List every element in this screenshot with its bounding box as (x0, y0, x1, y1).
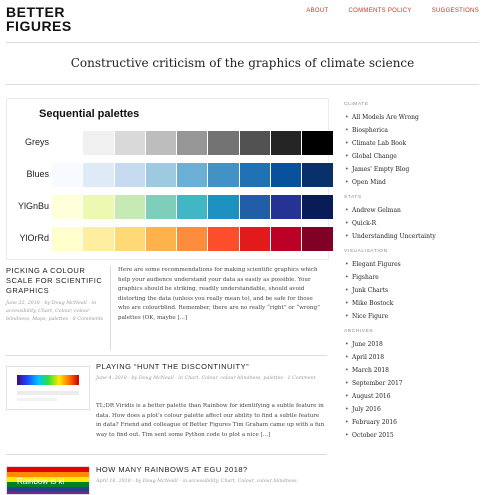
palette-label: YlGnBu (17, 201, 49, 211)
sidebar-heading: VISUALISATION (344, 249, 388, 254)
palette-swatches (52, 163, 334, 187)
sidebar-link[interactable]: • Elegant Figures (344, 258, 480, 271)
palette-swatch (271, 195, 301, 219)
palette-swatch (302, 131, 332, 155)
palette-swatch (177, 131, 207, 155)
palette-swatch (115, 195, 145, 219)
logo-line-1: BETTER (6, 4, 65, 20)
post-title[interactable]: HOW MANY RAINBOWS AT EGU 2018? (96, 465, 248, 474)
palette-swatches (52, 227, 334, 251)
nav-suggestions[interactable]: SUGGESTIONS (431, 8, 479, 14)
post-title[interactable]: PICKING A COLOUR SCALE FOR SCIENTIFIC GRAPHICS (6, 266, 103, 295)
sidebar-section-stats (344, 195, 480, 243)
palette-label: Blues (26, 169, 49, 179)
palette-swatch (208, 163, 238, 187)
sidebar-link[interactable]: • Open Mind (344, 176, 480, 189)
palette-swatch (52, 195, 82, 219)
site-tagline: Constructive criticism of the graphics of climate science (70, 56, 415, 70)
nav-about[interactable]: ABOUT (306, 8, 329, 14)
sidebar-link[interactable]: • Biospherica (344, 124, 480, 137)
post-meta: June 22, 2018 - by Doug McNeall - in accessibility, Chart, Colour, colour blindness, Maps, palettes - 8 Comments (6, 301, 104, 322)
palette-swatch (208, 195, 238, 219)
palette-label: Greys (24, 137, 49, 147)
palette-swatch (146, 163, 176, 187)
logo-line-2: FIGURES (6, 18, 72, 34)
rainbow-flag-image (7, 467, 89, 494)
sidebar-link[interactable]: • March 2018 (344, 364, 480, 377)
post-meta: June 4, 2018 - by Doug McNeall - in Chart, Colour, colour blindness, palettes - 1 Comment (96, 376, 316, 381)
palette-swatch (52, 163, 82, 187)
palette-swatch (177, 195, 207, 219)
post-3-thumbnail[interactable] (6, 466, 90, 495)
sidebar-link[interactable]: • Understanding Uncertainty (344, 230, 480, 243)
sidebar-link[interactable]: • Andrew Gelman (344, 204, 480, 217)
palette-swatch (52, 227, 82, 251)
tagline-divider (6, 84, 479, 85)
palette-swatch (208, 227, 238, 251)
sidebar-link[interactable]: • Climate Lab Book (344, 137, 480, 150)
sidebar-section-climate (344, 102, 480, 189)
site-header (0, 0, 485, 42)
palette-swatch (271, 163, 301, 187)
palette-swatch (115, 227, 145, 251)
palette-swatch (52, 131, 82, 155)
sidebar (344, 96, 480, 448)
featured-image-sequential-palettes[interactable] (6, 98, 329, 260)
post-1-header (6, 266, 106, 324)
palette-swatch (240, 195, 270, 219)
post-2 (96, 362, 326, 383)
palette-swatch (177, 163, 207, 187)
palette-swatch (302, 163, 332, 187)
palette-swatch (115, 131, 145, 155)
palette-swatch (83, 195, 113, 219)
sidebar-link[interactable]: • James' Empty Blog (344, 163, 480, 176)
post-meta: April 16, 2018 - by Doug McNeall - in accessibility, Chart, Colour, colour blindness, (96, 479, 299, 484)
nav-comments-policy[interactable]: COMMENTS POLICY (348, 8, 412, 14)
palette-swatch (240, 131, 270, 155)
post-1-excerpt: Here are some recommendations for making scientific graphics which help your audience understand your data as easily as possible. Your graphics should be striking, readily understandable, should avoid distorting the data (unless you really mean to), and be safe for those who are colourblind. Remember, there are no really “right” or “wrong” palettes (OK, maybe [...] (118, 267, 320, 321)
palette-swatch (302, 195, 332, 219)
sidebar-link[interactable]: • July 2016 (344, 403, 480, 416)
palette-swatch (83, 227, 113, 251)
post-excerpt: TL;DR Viridis is a better palette than Rainbow for identifying a subtle feature in data. How does a plot’s colour palette affect our ability to find a subtle feature in data? Friend and colleague of Better Figures Tim Graham came up with a fun way to find out. Tim sent some Python code to plot a nice [...] (96, 403, 325, 438)
post-divider-1 (6, 355, 327, 356)
sidebar-section-archives (344, 329, 480, 442)
palette-label: YlOrRd (19, 233, 49, 243)
thumb-caption: Rainbow is ki (17, 477, 65, 486)
sidebar-heading: ARCHIVES (344, 329, 374, 334)
site-logo[interactable] (6, 5, 72, 33)
sidebar-link[interactable]: • Global Change (344, 150, 480, 163)
post-2-excerpt (96, 402, 326, 440)
palette-swatch (240, 163, 270, 187)
sidebar-link[interactable]: • February 2016 (344, 416, 480, 429)
sidebar-link[interactable]: • September 2017 (344, 377, 480, 390)
palette-swatch (240, 227, 270, 251)
sidebar-link[interactable]: • All Models Are Wrong (344, 111, 480, 124)
sidebar-link[interactable]: • Junk Charts (344, 284, 480, 297)
sidebar-link[interactable]: • October 2015 (344, 429, 480, 442)
post-2-thumbnail[interactable] (6, 366, 90, 410)
header-divider (6, 42, 479, 43)
palette-swatch (146, 227, 176, 251)
palette-swatch (83, 163, 113, 187)
palette-figure-title: Sequential palettes (39, 108, 140, 120)
sidebar-link[interactable]: • June 2018 (344, 338, 480, 351)
post-3 (96, 465, 326, 486)
sidebar-heading: STATS (344, 195, 362, 200)
palette-swatch (271, 131, 301, 155)
palette-swatch (146, 131, 176, 155)
post-divider-2 (6, 454, 327, 455)
palette-swatch (146, 195, 176, 219)
rainbow-strip-image (7, 367, 89, 409)
palette-swatch (177, 227, 207, 251)
palette-swatches (52, 131, 334, 155)
sidebar-link[interactable]: • April 2018 (344, 351, 480, 364)
palette-swatch (83, 131, 113, 155)
sidebar-heading: CLIMATE (344, 102, 369, 107)
sidebar-section-visualisation (344, 249, 480, 323)
palette-swatch (115, 163, 145, 187)
palette-swatches (52, 195, 334, 219)
sidebar-link[interactable]: • August 2016 (344, 390, 480, 403)
sidebar-link[interactable]: • Mike Bostock (344, 297, 480, 310)
post-title[interactable]: PLAYING “HUNT THE DISCONTINUITY” (96, 362, 250, 371)
sidebar-link[interactable]: • Figshare (344, 271, 480, 284)
top-nav (306, 8, 479, 14)
post-1-divider (110, 266, 111, 350)
palette-swatch (271, 227, 301, 251)
sidebar-link[interactable]: • Nice Figure (344, 310, 480, 323)
sidebar-link[interactable]: • Quick-R (344, 217, 480, 230)
palette-swatch (208, 131, 238, 155)
palette-swatch (302, 227, 332, 251)
